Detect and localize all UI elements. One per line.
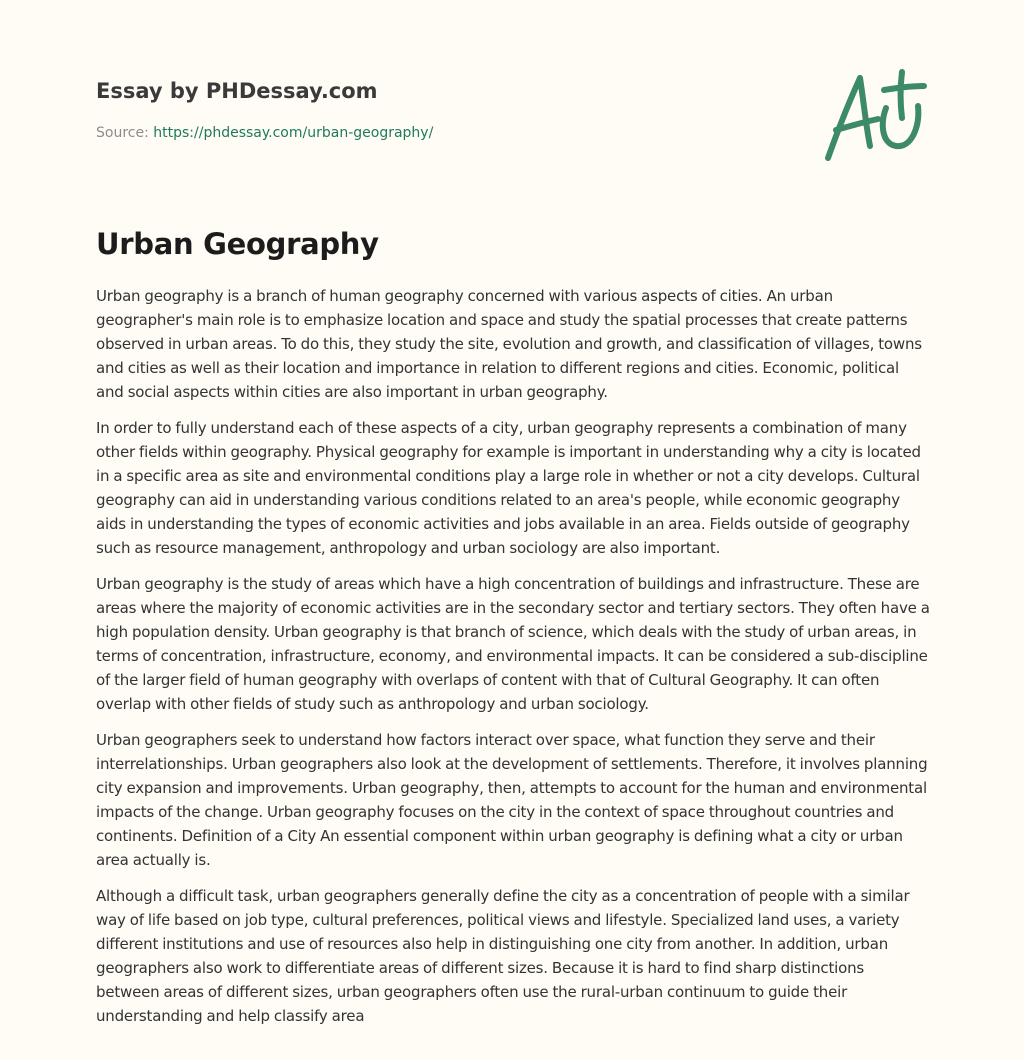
source-label: Source: (96, 125, 154, 141)
essay-paragraph: In order to fully understand each of these aspects of a city, urban geography represents a combination of many other fields within geography. Physical geography for example is important in understanding why a city is located in a specific area as site and environmental conditions play a large role in whether or not a city develops. Cultural geography can aid in understanding various conditions related to an area's people, while economic geography aids in understanding the types of economic activities and jobs available in an area. Fields outside of geography such as resource management, anthropology and urban sociology are also important. (96, 419, 921, 557)
essay-paragraph: Urban geographers seek to understand how factors interact over space, what function they serve and their interrelationships. Urban geographers also look at the development of settlements. Therefore, it involves planning city expansion and improvements. Urban geography, then, attempts to account for the human and environmental impacts of the change. Urban geography focuses on the city in the context of space throughout countries and continents. Definition of a City An essential component within urban geography is defining what a city or urban area actually is. (96, 731, 928, 869)
essay-paragraph: Although a difficult task, urban geographers generally define the city as a concentration of people with a similar way of life based on job type, cultural preferences, political views and lifestyle. Specialized land uses, a variety different institutions and use of resources also help in distinguishing one city from another. In addition, urban geographers also work to differentiate areas of different sizes. Because it is hard to find sharp distinctions between areas of different sizes, urban geographers often use the rural-urban continuum to guide their understanding and help classify area (96, 887, 910, 1025)
essay-paragraph: Urban geography is a branch of human geography concerned with various aspects of cities. An urban geographer's main role is to emphasize location and space and study the spatial processes that create patterns observed in urban areas. To do this, they study the site, evolution and growth, and classification of villages, towns and cities as well as their location and importance in relation to different regions and cities. Economic, political and social aspects within cities are also important in urban geography. (96, 287, 922, 401)
essay-paragraph: Urban geography is the study of areas which have a high concentration of buildings and infrastructure. These are areas where the majority of economic activities are in the secondary sector and tertiary sectors. They often have a high population density. Urban geography is that branch of science, which deals with the study of urban areas, in terms of concentration, infrastructure, economy, and environmental impacts. It can be considered a sub-discipline of the larger field of human geography with overlaps of content with that of Cultural Geography. It can often overlap with other fields of study such as anthropology and urban sociology. (96, 575, 930, 713)
source-link[interactable]: https://phdessay.com/urban-geography/ (153, 125, 434, 141)
source-line (96, 123, 433, 143)
essay-title: Urban Geography (96, 227, 379, 261)
essay-body (96, 284, 930, 1040)
brand-title: Essay by PHDessay.com (96, 79, 378, 103)
a-plus-grade-icon (820, 64, 930, 168)
